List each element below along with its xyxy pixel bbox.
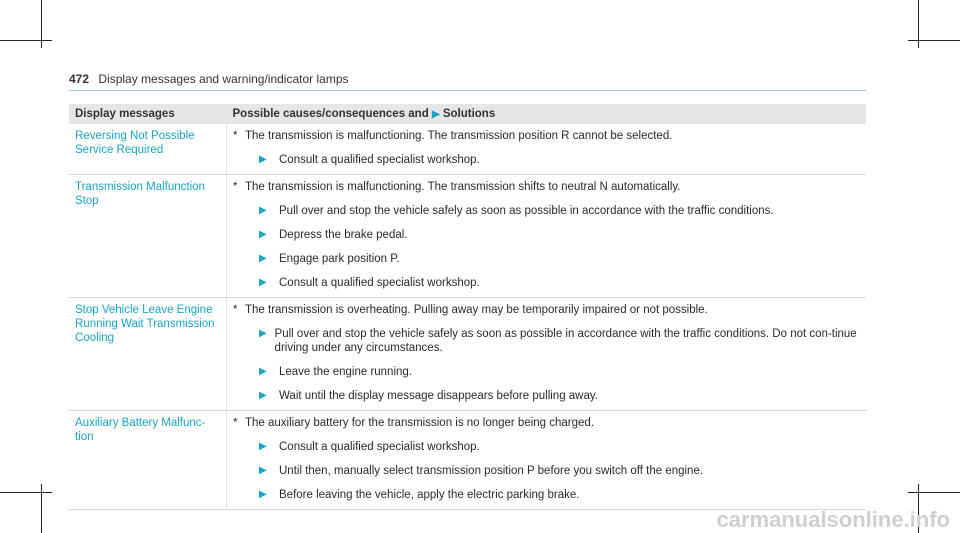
asterisk: * — [233, 304, 238, 316]
asterisk: * — [233, 130, 238, 142]
solution-step — [233, 204, 860, 218]
arrow-icon: ▶ — [259, 328, 267, 339]
arrow-icon: ▶ — [259, 441, 267, 452]
asterisk: * — [233, 417, 238, 429]
solution-text: Consult a qualified specialist workshop. — [279, 441, 480, 453]
arrow-icon: ▶ — [259, 489, 267, 500]
solution-step — [233, 252, 860, 266]
arrow-icon: ▶ — [259, 154, 267, 165]
solution-text: Engage park position P. — [279, 253, 400, 265]
cause-text: The transmission is malfunctioning. The transmission shifts to neutral N automatically. — [245, 181, 681, 193]
cause — [233, 303, 860, 317]
crop-mark — [0, 40, 52, 41]
col-header-causes: Possible causes/consequences and ▶ Solutions — [227, 104, 867, 124]
page-title: Display messages and warning/indicator lamps — [98, 72, 349, 86]
causes-cell — [227, 298, 867, 411]
cause-text: The auxiliary battery for the transmission is no longer being charged. — [245, 417, 595, 429]
display-message: Reversing Not Possible Service Required — [69, 124, 227, 175]
display-message: Transmission Malfunction Stop — [69, 175, 227, 298]
messages-table — [69, 104, 866, 510]
solution-step — [233, 389, 860, 403]
page-header — [69, 72, 349, 86]
col-header-messages: Display messages — [69, 104, 227, 124]
cause — [233, 416, 860, 430]
arrow-icon: ▶ — [259, 390, 267, 401]
solution-text: Pull over and stop the vehicle safely as soon as possible in accordance with the traffic conditions. — [279, 205, 774, 217]
solution-step — [233, 153, 860, 167]
solution-step — [233, 365, 860, 379]
arrow-icon: ▶ — [259, 205, 267, 216]
arrow-icon: ▶ — [259, 229, 267, 240]
cause — [233, 129, 860, 143]
solution-step — [233, 327, 860, 355]
arrow-icon: ▶ — [431, 109, 440, 120]
crop-mark — [0, 492, 52, 493]
table-row — [69, 124, 866, 175]
solution-text: Consult a qualified specialist workshop. — [279, 154, 480, 166]
table-row — [69, 175, 866, 298]
cause — [233, 180, 860, 194]
solution-step — [233, 228, 860, 242]
solution-text: Before leaving the vehicle, apply the electric parking brake. — [279, 489, 580, 501]
solution-step — [233, 440, 860, 454]
arrow-icon: ▶ — [259, 277, 267, 288]
solution-text: Until then, manually select transmission position P before you switch off the engine. — [279, 465, 704, 477]
solution-step — [233, 464, 860, 478]
crop-mark — [908, 40, 960, 41]
causes-cell — [227, 124, 867, 175]
arrow-icon: ▶ — [259, 465, 267, 476]
crop-mark — [908, 492, 960, 493]
watermark: carmanualsonline.info — [716, 507, 950, 532]
asterisk: * — [233, 181, 238, 193]
table-row — [69, 411, 866, 510]
solution-text: Consult a qualified specialist workshop. — [279, 277, 480, 289]
causes-cell — [227, 411, 867, 510]
solution-text: Pull over and stop the vehicle safely as soon as possible in accordance with the traffic conditions. Do not con-tinue driving under any circumstances. — [274, 328, 857, 354]
solution-text: Wait until the display message disappears before pulling away. — [279, 390, 598, 402]
arrow-icon: ▶ — [259, 366, 267, 377]
table-row — [69, 298, 866, 411]
cause-text: The transmission is malfunctioning. The transmission position R cannot be selected. — [245, 130, 673, 142]
solution-text: Leave the engine running. — [279, 366, 412, 378]
solution-step — [233, 276, 860, 290]
display-message: Stop Vehicle Leave Engine Running Wait Transmission Cooling — [69, 298, 227, 411]
solution-step — [233, 488, 860, 502]
causes-cell — [227, 175, 867, 298]
solution-text: Depress the brake pedal. — [279, 229, 408, 241]
page-number: 472 — [69, 72, 90, 86]
arrow-icon: ▶ — [259, 253, 267, 264]
cause-text: The transmission is overheating. Pulling away may be temporarily impaired or not possible. — [245, 304, 708, 316]
display-message: Auxiliary Battery Malfunc-tion — [69, 411, 227, 510]
header-rule — [69, 90, 866, 91]
